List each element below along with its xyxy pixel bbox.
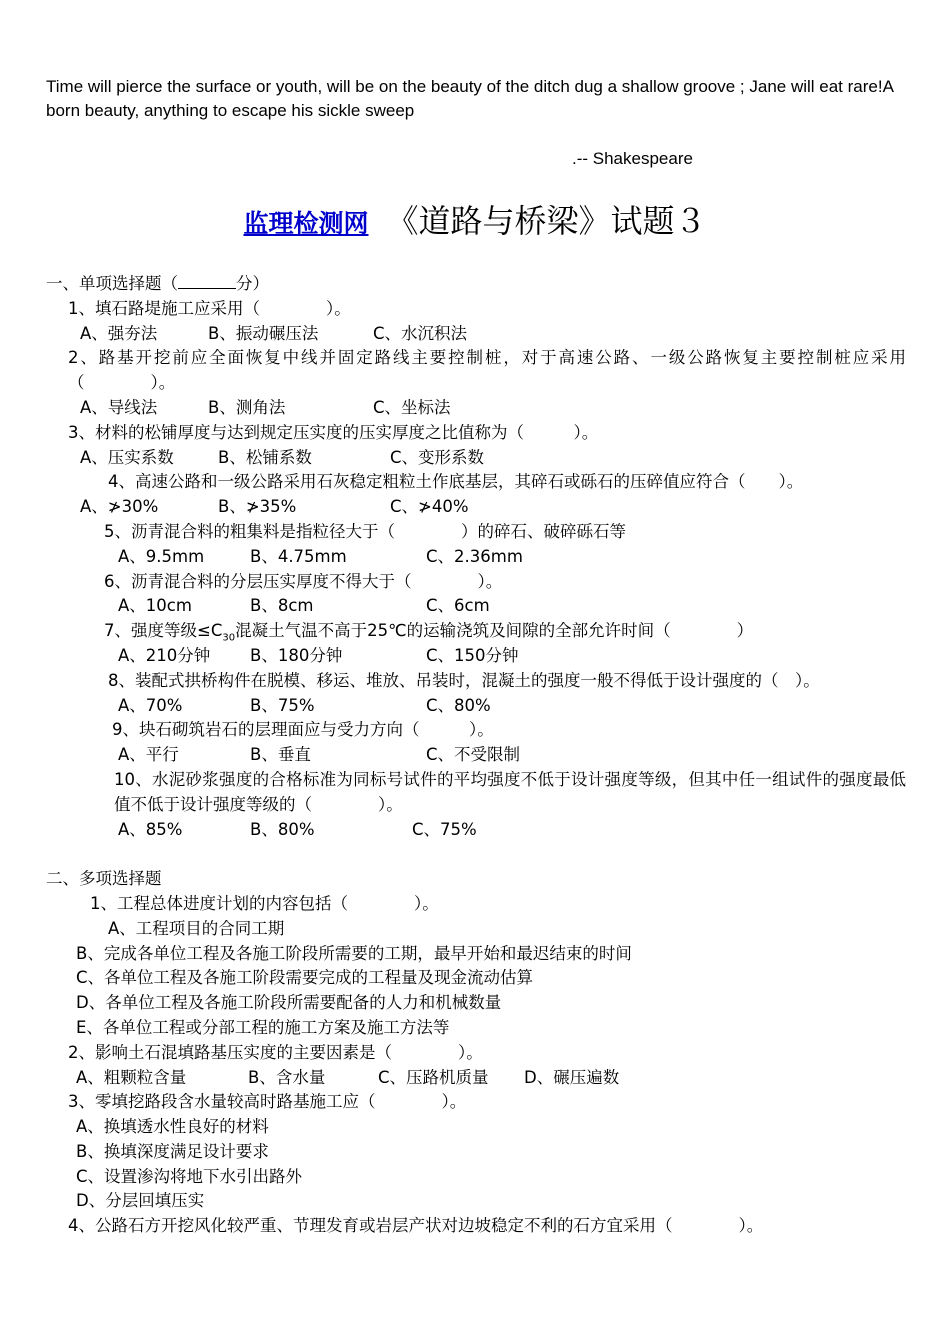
option-a: A、强夯法 xyxy=(80,323,158,343)
answer-options xyxy=(46,1066,906,1091)
option-c: C、75% xyxy=(412,819,477,839)
option-a: A、9.5mm xyxy=(118,546,205,566)
answer-options xyxy=(46,743,906,768)
option-c: C、不受限制 xyxy=(426,745,521,765)
option-a: A、85% xyxy=(118,819,183,839)
option-b: B、松铺系数 xyxy=(218,447,312,467)
option-b: B、垂直 xyxy=(250,745,311,765)
option-b: B、含水量 xyxy=(248,1067,326,1087)
option-c: C、6cm xyxy=(426,596,490,616)
question-stem: 6、沥青混合料的分层压实厚度不得大于（ ）。 xyxy=(104,571,503,591)
exam-body xyxy=(46,272,906,1239)
quote-text: Time will pierce the surface or youth, will be on the beauty of the ditch dug a shallow groove ; Jane will eat rare!A born beauty, anything to escape his sickle sweep xyxy=(46,77,893,120)
option-d: D、各单位工程及各施工阶段所需要配备的人力和机械数量 xyxy=(76,993,502,1013)
site-link[interactable]: 监理检测网 xyxy=(243,209,369,238)
option-a: A、70% xyxy=(118,695,183,715)
answer-options xyxy=(46,446,906,471)
option-b: B、≯35% xyxy=(218,497,297,517)
option-c: C、80% xyxy=(426,695,491,715)
answer-options xyxy=(46,322,906,347)
question-stem: 3、材料的松铺厚度与达到规定压实度的压实厚度之比值称为（ ）。 xyxy=(68,422,599,442)
answer-options xyxy=(46,694,906,719)
option-a: A、平行 xyxy=(118,745,179,765)
question-stem: 5、沥青混合料的粗集料是指粒径大于（ ）的碎石、破碎砾石等 xyxy=(104,521,626,541)
option-b: B、测角法 xyxy=(208,397,286,417)
option-c: C、各单位工程及各施工阶段需要完成的工程量及现金流动估算 xyxy=(76,968,534,988)
option-b: B、振动碾压法 xyxy=(208,323,319,343)
score-blank xyxy=(178,272,236,289)
answer-options xyxy=(46,594,906,619)
question-stem: 4、公路石方开挖风化较严重、节理发育或岩层产状对边坡稳定不利的石方宜采用（ ）。 xyxy=(68,1216,764,1236)
option-b: B、换填深度满足设计要求 xyxy=(76,1141,269,1161)
option-c: C、设置渗沟将地下水引出路外 xyxy=(76,1166,303,1186)
question-stem: 10、水泥砂浆强度的合格标准为同标号试件的平均强度不低于设计强度等级，但其中任一组试件的强度最低值不低于设计强度等级的（ ）。 xyxy=(114,769,906,814)
answer-options xyxy=(46,396,906,421)
question-stem: 1、工程总体进度计划的内容包括（ ）。 xyxy=(90,893,439,913)
section1-heading: 一、单项选择题（ 分） xyxy=(46,274,269,293)
option-a: A、210分钟 xyxy=(118,645,211,665)
option-b: B、75% xyxy=(250,695,315,715)
option-c: C、2.36mm xyxy=(426,546,523,566)
spacer xyxy=(46,842,906,867)
section2-heading: 二、多项选择题 xyxy=(46,869,162,889)
answer-options xyxy=(46,644,906,669)
option-a: A、10cm xyxy=(118,596,192,616)
question-stem: 4、高速公路和一级公路采用石灰稳定粗粒土作底基层，其碎石或砾石的压碎值应符合（ ）。 xyxy=(108,472,804,492)
question-stem: 1、填石路堤施工应采用（ ）。 xyxy=(68,298,351,318)
exam-title: 《道路与桥梁》试题３ xyxy=(386,202,707,240)
option-b: B、180分钟 xyxy=(250,645,343,665)
quote-attribution: .-- Shakespeare xyxy=(572,149,693,168)
option-b: B、完成各单位工程及各施工阶段所需要的工期，最早开始和最迟结束的时间 xyxy=(76,943,632,963)
option-a: A、导线法 xyxy=(80,397,158,417)
option-a: A、≯30% xyxy=(80,497,159,517)
option-b: B、8cm xyxy=(250,596,314,616)
page-title xyxy=(0,196,950,242)
question-stem: 2、影响土石混填路基压实度的主要因素是（ ）。 xyxy=(68,1042,483,1062)
option-c: C、水沉积法 xyxy=(373,323,468,343)
option-e: E、各单位工程或分部工程的施工方案及施工方法等 xyxy=(76,1017,450,1037)
question-stem: 9、块石砌筑岩石的层理面应与受力方向（ ）。 xyxy=(112,720,494,740)
option-b: B、4.75mm xyxy=(250,546,347,566)
option-d: D、碾压遍数 xyxy=(524,1067,620,1087)
option-c: C、坐标法 xyxy=(373,397,451,417)
option-a: A、换填透水性良好的材料 xyxy=(76,1117,269,1137)
option-c: C、压路机质量 xyxy=(378,1067,489,1087)
answer-options xyxy=(46,495,906,520)
answer-options xyxy=(46,818,906,843)
option-c: C、变形系数 xyxy=(390,447,485,467)
option-a: A、压实系数 xyxy=(80,447,174,467)
answer-options xyxy=(46,545,906,570)
question-stem: 8、装配式拱桥构件在脱模、移运、堆放、吊装时，混凝土的强度一般不得低于设计强度的（ ）。 xyxy=(108,670,820,690)
option-c: C、≯40% xyxy=(390,497,469,517)
question-stem: 7、强度等级$\le C_{30}$混凝土气温不高于25℃的运输浇筑及间隙的全部允许时间（ ） xyxy=(104,621,754,644)
question-stem: 2、路基开挖前应全面恢复中线并固定路线主要控制桩，对于高速公路、一级公路恢复主要控制桩应采用（ ）。 xyxy=(68,348,906,393)
option-a: A、工程项目的合同工期 xyxy=(108,918,285,938)
option-a: A、粗颗粒含量 xyxy=(76,1067,187,1087)
option-c: C、150分钟 xyxy=(426,645,519,665)
option-d: D、分层回填压实 xyxy=(76,1191,205,1211)
option-b: B、80% xyxy=(250,819,315,839)
question-stem: 3、零填挖路段含水量较高时路基施工应（ ）。 xyxy=(68,1092,467,1112)
